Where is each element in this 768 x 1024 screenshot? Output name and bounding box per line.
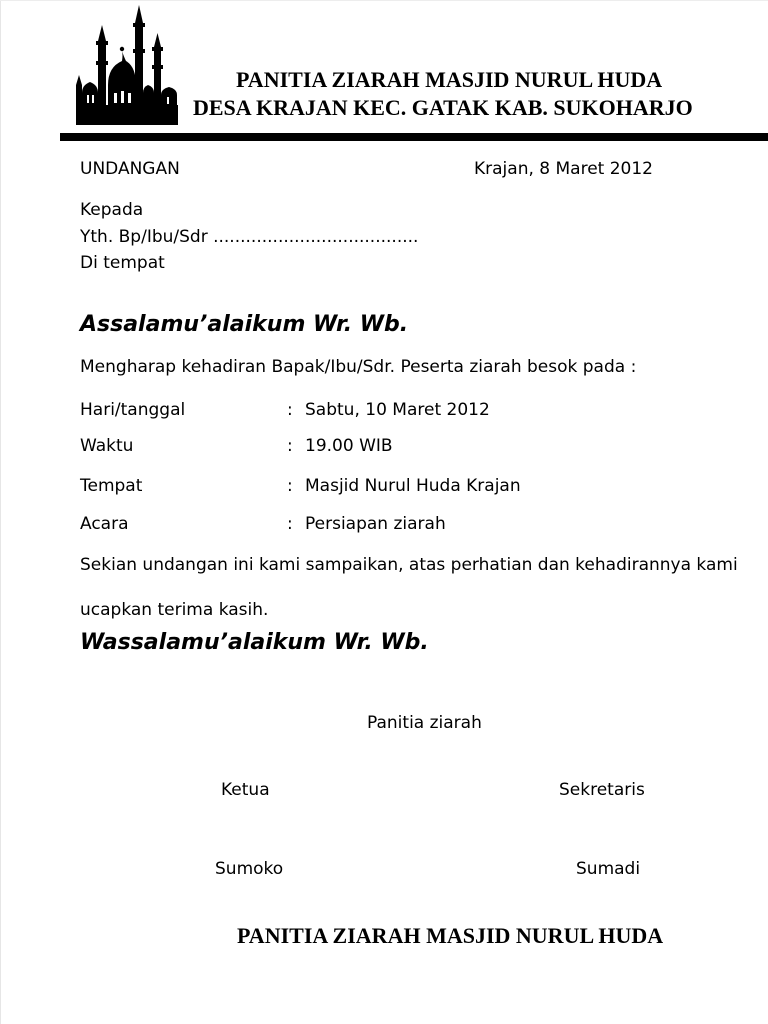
chair-name: Sumoko — [215, 859, 284, 879]
intro-text: Mengharap kehadiran Bapak/Ibu/Sdr. Peserta ziarah besok pada : — [80, 357, 637, 377]
letter-title: UNDANGAN — [80, 159, 180, 179]
place-date: Krajan, 8 Maret 2012 — [474, 159, 653, 179]
closing-salam: Wassalamu’alaikum Wr. Wb. — [80, 630, 429, 655]
closing-line-1: Sekian undangan ini kami sampaikan, atas perhatian dan kehadirannya kami — [80, 555, 738, 575]
recipient-name: Yth. Bp/Ibu/Sdr ...................................... — [80, 227, 419, 247]
detail-sep-event: : — [287, 514, 293, 534]
closing-line-2: ucapkan terima kasih. — [80, 600, 269, 620]
greeting: Assalamu’alaikum Wr. Wb. — [80, 312, 409, 337]
mosque-silhouette-icon — [74, 5, 180, 125]
recipient-label: Kepada — [80, 200, 144, 220]
detail-label-place: Tempat — [80, 476, 143, 496]
detail-value-time: 19.00 WIB — [305, 436, 393, 456]
detail-value-date: Sabtu, 10 Maret 2012 — [305, 400, 490, 420]
header-divider — [60, 133, 768, 141]
committee-label: Panitia ziarah — [367, 713, 482, 733]
header-line-2: DESA KRAJAN KEC. GATAK KAB. SUKOHARJO — [193, 95, 693, 120]
detail-sep-place: : — [287, 476, 293, 496]
secretary-title: Sekretaris — [559, 780, 645, 800]
header-line-1: PANITIA ZIARAH MASJID NURUL HUDA — [236, 67, 663, 92]
footer-org: PANITIA ZIARAH MASJID NURUL HUDA — [237, 923, 664, 948]
chair-title: Ketua — [221, 780, 270, 800]
detail-sep-date: : — [287, 400, 293, 420]
detail-label-time: Waktu — [80, 436, 134, 456]
detail-value-place: Masjid Nurul Huda Krajan — [305, 476, 521, 496]
recipient-place: Di tempat — [80, 253, 165, 273]
page-edge-top — [0, 0, 768, 1]
secretary-name: Sumadi — [576, 859, 641, 879]
page-edge — [0, 0, 1, 1024]
detail-sep-time: : — [287, 436, 293, 456]
detail-label-date: Hari/tanggal — [80, 400, 186, 420]
detail-label-event: Acara — [80, 514, 129, 534]
detail-value-event: Persiapan ziarah — [305, 514, 446, 534]
